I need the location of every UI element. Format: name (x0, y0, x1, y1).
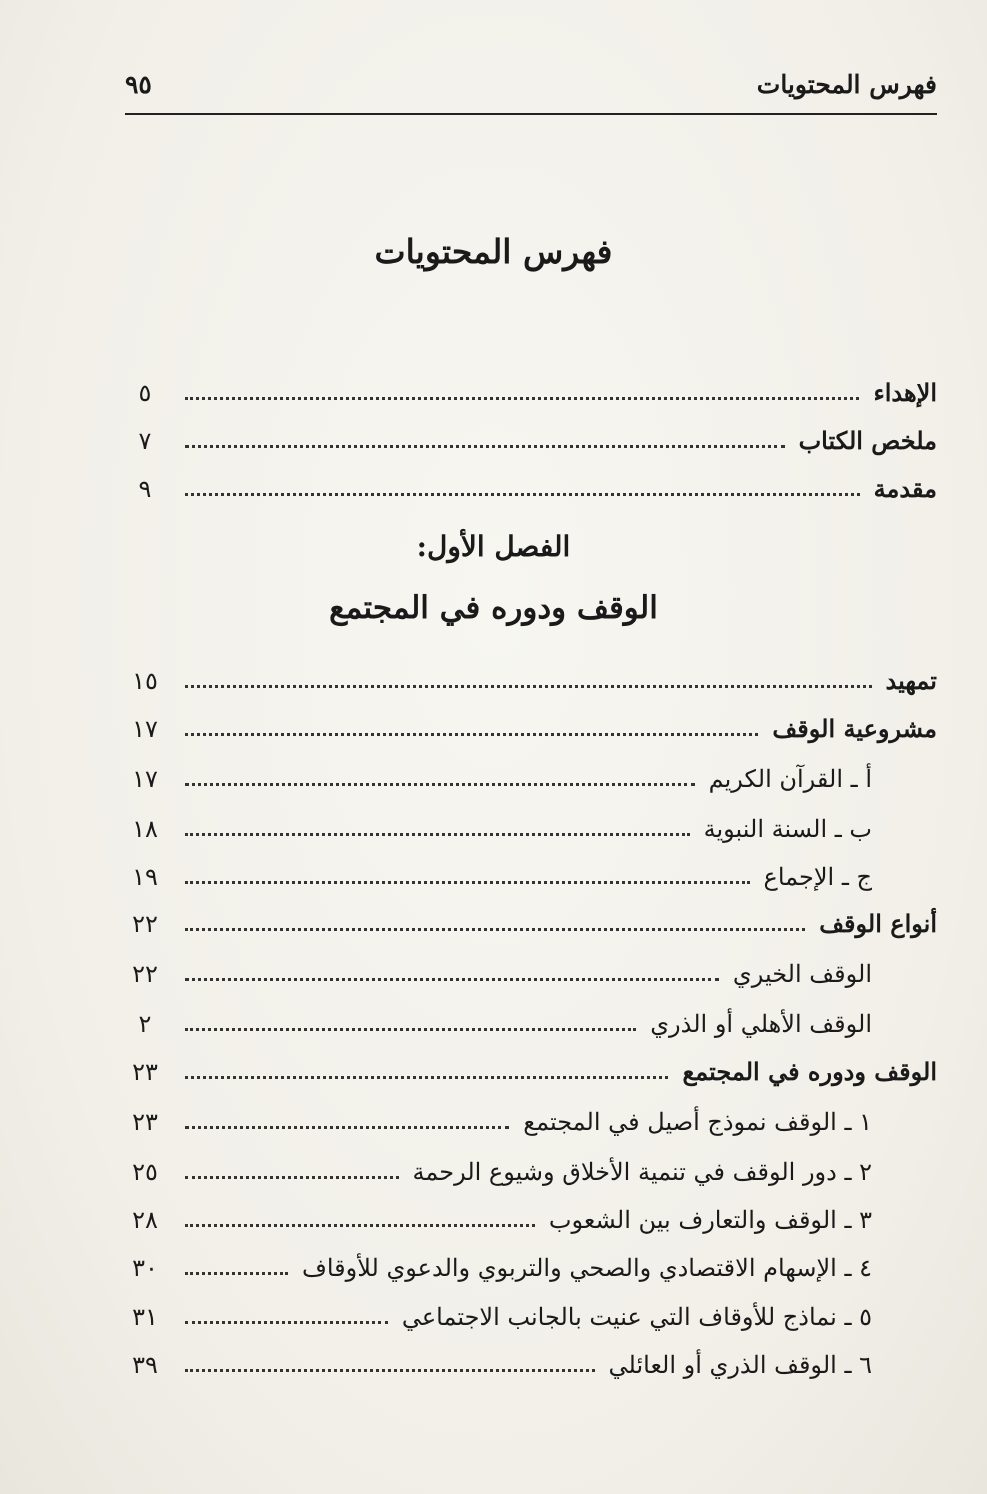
toc-entry-label: ج ـ الإجماع (763, 863, 872, 892)
header-page-number: ٩٥ (125, 69, 152, 99)
toc-entry (125, 458, 937, 504)
toc-entry-label: ملخص الكتاب (798, 426, 937, 456)
toc-entry-page: ١٥ (132, 667, 158, 696)
toc-leader-dots (185, 1176, 399, 1179)
toc-subentry (125, 1091, 872, 1137)
toc-entry-page: ٢٣ (132, 1108, 158, 1137)
toc-leader-dots (185, 733, 758, 736)
toc-entry-page: ١٧ (132, 715, 158, 744)
toc-leader-dots (185, 928, 805, 931)
toc-leader-dots (185, 397, 859, 400)
toc-entry-label: ٥ ـ نماذج للأوقاف التي عنيت بالجانب الاجتماعي (401, 1303, 872, 1332)
toc-leader-dots (185, 1321, 388, 1324)
toc-entry-page: ١٧ (132, 765, 158, 794)
chapter-label: الفصل الأول: (416, 530, 571, 563)
toc-entry-page: ٧ (138, 427, 152, 456)
toc-entry-page: ١٨ (132, 815, 158, 844)
toc-entry-label: الوقف الأهلي أو الذري (650, 1010, 872, 1039)
toc-leader-dots (185, 978, 719, 981)
toc-entry-label: الإهداء (873, 378, 937, 408)
toc-leader-dots (185, 1272, 288, 1275)
toc-entry (125, 362, 937, 408)
toc-entry (125, 650, 937, 696)
toc-leader-dots (185, 493, 860, 496)
toc-entry-label: الوقف الخيري (732, 960, 872, 989)
toc-entry-page: ٢٢ (132, 960, 158, 989)
toc-subentry (125, 846, 872, 892)
header-title: فهرس المحتويات (756, 69, 937, 99)
toc-leader-dots (185, 1369, 595, 1372)
toc-entry-label: ٦ ـ الوقف الذري أو العائلي (608, 1351, 872, 1380)
toc-leader-dots (185, 881, 750, 884)
toc-subentry (125, 1334, 872, 1380)
toc-entry (125, 410, 937, 456)
toc-leader-dots (185, 445, 785, 448)
running-header (125, 60, 937, 108)
toc-subentry (125, 1237, 872, 1283)
toc-leader-dots (185, 1076, 668, 1079)
toc-subentry (125, 943, 872, 989)
toc-entry-page: ٣٠ (132, 1254, 158, 1283)
toc-subentry (125, 1189, 872, 1235)
toc-entry-label: مشروعية الوقف (772, 714, 937, 744)
toc-entry-label: ٣ ـ الوقف والتعارف بين الشعوب (548, 1206, 872, 1235)
toc-entry (125, 698, 937, 744)
toc-entry-label: تمهيد (885, 666, 937, 696)
toc-leader-dots (185, 1028, 636, 1031)
toc-entry-page: ٩ (138, 475, 152, 504)
toc-entry-page: ٣٩ (132, 1351, 158, 1380)
header-rule (125, 113, 937, 115)
page-title: فهرس المحتويات (374, 232, 613, 271)
toc-entry-label: أنواع الوقف (819, 909, 937, 939)
toc-leader-dots (185, 783, 695, 786)
toc-subentry (125, 1286, 872, 1332)
toc-entry-label: ب ـ السنة النبوية (703, 815, 872, 844)
toc-entry-page: ٢٨ (132, 1206, 158, 1235)
toc-subentry (125, 798, 872, 844)
toc-entry-label: الوقف ودوره في المجتمع (682, 1057, 937, 1087)
toc-leader-dots (185, 685, 872, 688)
toc-entry-label: ٢ ـ دور الوقف في تنمية الأخلاق وشيوع الرحمة (412, 1158, 872, 1187)
toc-entry-page: ٢٣ (132, 1058, 158, 1087)
toc-entry-page: ٥ (138, 379, 152, 408)
toc-entry (125, 1041, 937, 1087)
toc-entry-label: ٤ ـ الإسهام الاقتصادي والصحي والتربوي والدعوي للأوقاف (301, 1254, 872, 1283)
toc-subentry (125, 1141, 872, 1187)
toc-entry-label: أ ـ القرآن الكريم (708, 765, 872, 794)
toc-entry-label: مقدمة (873, 474, 937, 504)
toc-subentry (125, 993, 872, 1039)
toc-leader-dots (185, 1126, 509, 1129)
toc-leader-dots (185, 1224, 535, 1227)
toc-entry-page: ٢٥ (132, 1158, 158, 1187)
toc-leader-dots (185, 833, 690, 836)
toc-subentry (125, 748, 872, 794)
toc-entry-page: ٢٢ (132, 910, 158, 939)
toc-entry-page: ٢ (138, 1010, 152, 1039)
toc-entry-page: ٣١ (132, 1303, 158, 1332)
toc-entry (125, 893, 937, 939)
chapter-title: الوقف ودوره في المجتمع (329, 590, 658, 626)
toc-entry-page: ١٩ (132, 863, 158, 892)
toc-entry-label: ١ ـ الوقف نموذج أصيل في المجتمع (523, 1108, 872, 1137)
